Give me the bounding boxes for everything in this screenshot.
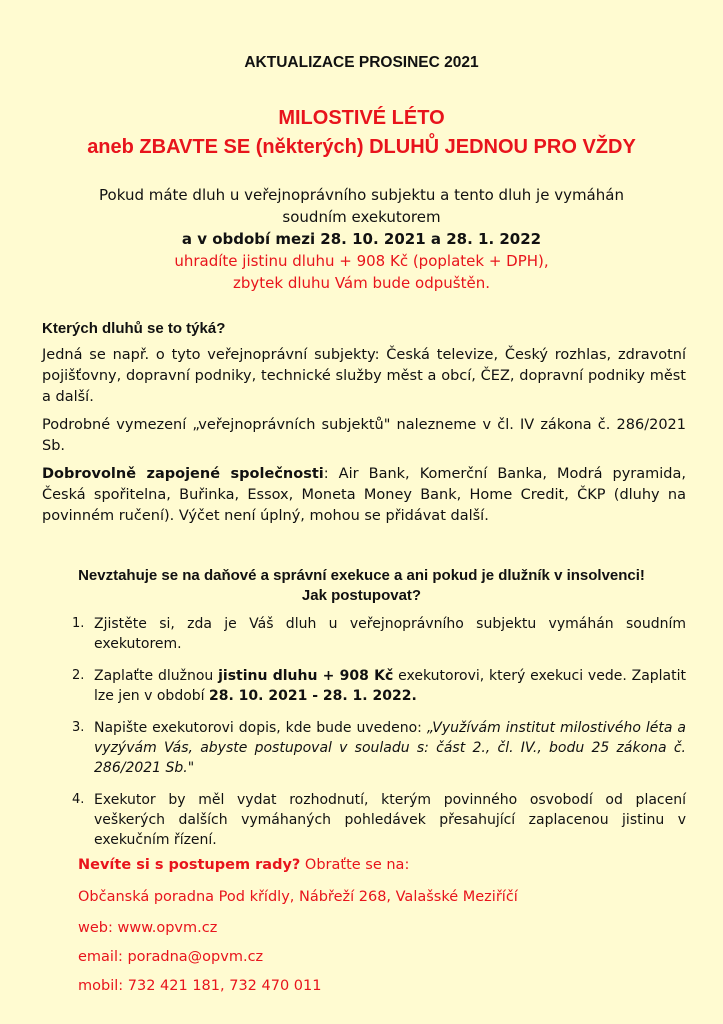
intro-payment: uhradíte jistinu dluhu + 908 Kč (poplatek + DPH), — [174, 252, 549, 270]
step-number: 3. — [72, 720, 85, 735]
step-text: Exekutor by měl vydat rozhodnutí, kterým povinného osvobodí od placení veškerých dalších vymáhaných pohledávek přesahující zaplacenou jistinu v exekučním řízení. — [94, 792, 686, 848]
step-text: Napište exekutorovi dopis, kde bude uvedeno: — [94, 720, 427, 736]
list-item — [72, 614, 686, 654]
step-text: Zjistěte si, zda je Váš dluh u veřejnoprávního subjektu vymáhán soudním exekutorem. — [94, 616, 686, 652]
companies-paragraph — [42, 464, 686, 527]
email-link[interactable]: email: poradna@opvm.cz — [78, 949, 264, 965]
page-subtitle: aneb ZBAVTE SE (některých) DLUHŮ JEDNOU PRO VŽDY — [87, 136, 636, 158]
intro-period: a v období mezi 28. 10. 2021 a 28. 1. 2022 — [181, 230, 542, 248]
procedure-heading: Jak postupovat? — [301, 587, 422, 604]
definition-paragraph: Podrobné vymezení „veřejnoprávních subjektů" nalezneme v čl. IV zákona č. 286/2021 Sb. — [42, 417, 686, 454]
step-number: 1. — [72, 616, 85, 631]
companies-list: : Air Bank, Komerční Banka, Modrá pyramida, Česká spořitelna, Buřinka, Essox, Moneta Money Bank, Home Credit, ČKP (dluhy na povinném ručení). Výčet není úplný, mohou se přidávat další. — [42, 466, 686, 524]
step-text: exekutorovi, který exekuci vede. Zaplatit lze jen v období — [94, 668, 686, 704]
intro-block — [40, 184, 683, 294]
phone-numbers: mobil: 732 421 181, 732 470 011 — [78, 978, 322, 994]
exclusion-heading: Nevztahuje se na daňové a správní exekuce a ani pokud je dlužník v insolvenci! — [78, 567, 645, 584]
intro-line: soudním exekutorem — [282, 208, 441, 226]
list-item — [72, 666, 686, 706]
step-text: Zaplaťte dlužnou — [94, 668, 219, 684]
companies-label: Dobrovolně zapojené společnosti — [42, 466, 324, 482]
page-title: MILOSTIVÉ LÉTO — [278, 107, 445, 129]
list-item — [72, 718, 686, 778]
office-address: Občanská poradna Pod křídly, Nábřeží 268, Valašské Meziříčí — [78, 889, 518, 905]
step-number: 2. — [72, 668, 85, 683]
update-label: AKTUALIZACE PROSINEC 2021 — [244, 54, 479, 71]
intro-forgiveness: zbytek dluhu Vám bude odpuštěn. — [233, 274, 490, 292]
step-amount: jistinu dluhu + 908 Kč — [218, 668, 394, 684]
which-debts-heading: Kterých dluhů se to týká? — [42, 320, 226, 337]
contact-question: Nevíte si s postupem rady? — [78, 857, 301, 873]
contact-lead — [78, 855, 409, 876]
step-period: 28. 10. 2021 - 28. 1. 2022. — [209, 688, 417, 704]
contact-invite: Obraťte se na: — [300, 857, 410, 873]
steps-list — [72, 614, 686, 862]
letter-quote: „Využívám institut milostivého léta a vyzývám Vás, abyste postupoval v souladu s: část 2., čl. IV., bodu 25 zákona č. 286/2021 Sb." — [94, 720, 687, 776]
list-item — [72, 790, 686, 850]
subjects-paragraph: Jedná se např. o tyto veřejnoprávní subjekty: Česká televize, Český rozhlas, zdravotní pojišťovny, dopravní podniky, technické služby měst a obcí, ČEZ, dopravní podniky měst a další. — [42, 347, 686, 405]
web-link[interactable]: web: www.opvm.cz — [78, 920, 218, 936]
step-number: 4. — [72, 792, 85, 807]
intro-line: Pokud máte dluh u veřejnoprávního subjektu a tento dluh je vymáhán — [99, 186, 624, 204]
